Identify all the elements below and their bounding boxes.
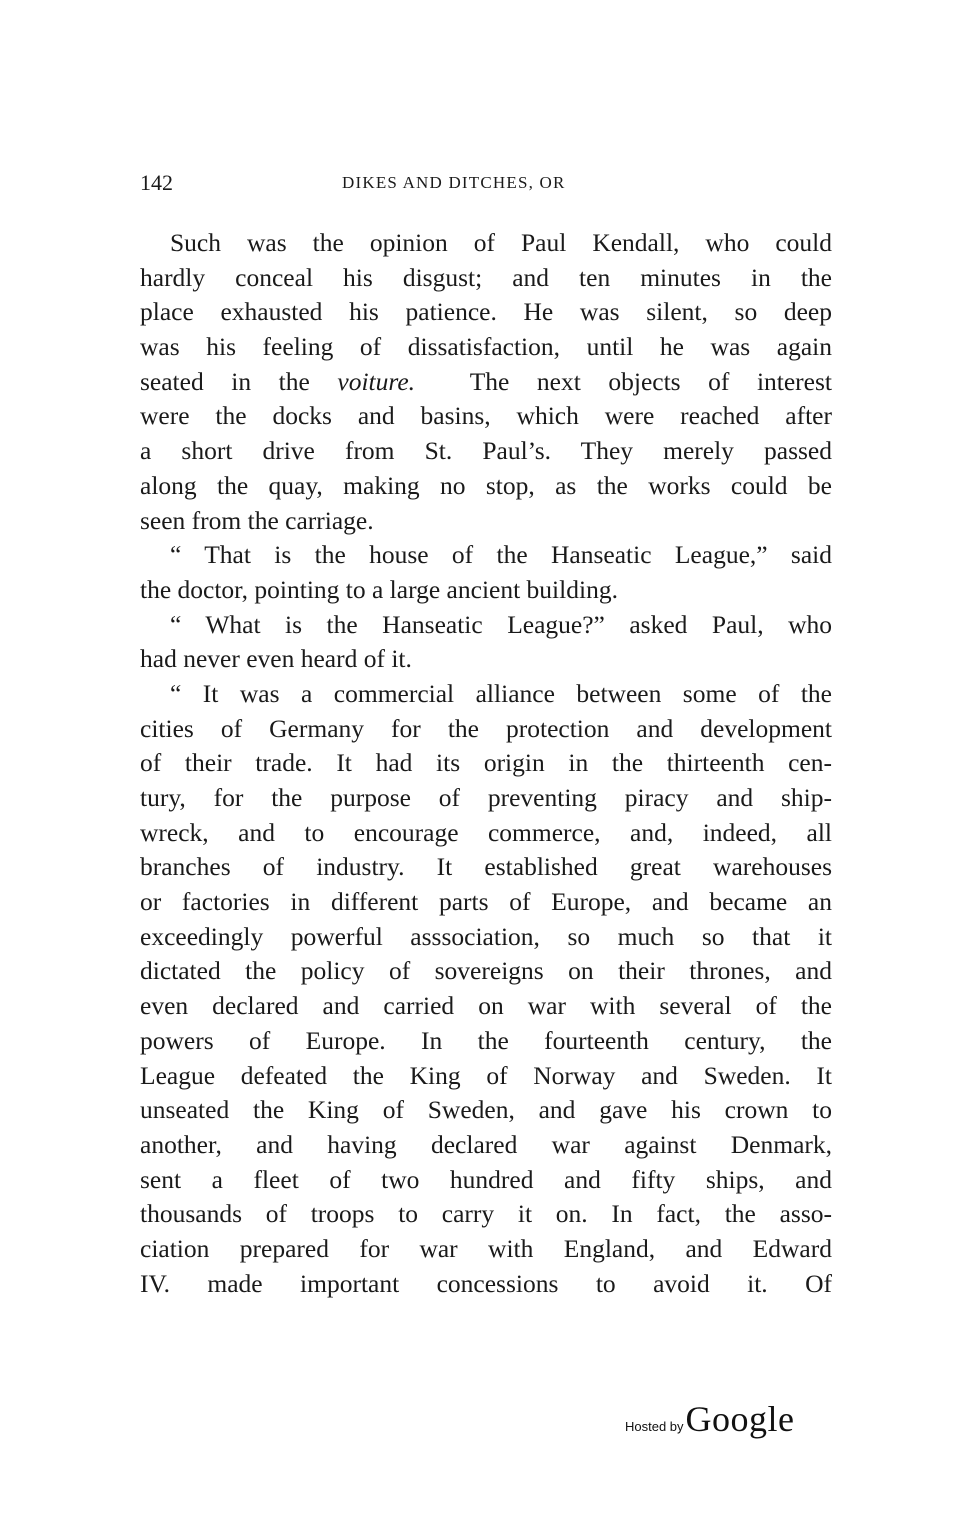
- google-logo: Google: [685, 1399, 795, 1439]
- text-line: the doctor, pointing to a large ancient building.: [140, 574, 618, 604]
- text-segment: seated in the: [140, 366, 338, 396]
- text-line: “ That is the house of the Hanseatic League,” said: [170, 540, 832, 570]
- text-line: unseated the King of Sweden, and gave his crown to: [140, 1095, 832, 1125]
- text-line: along the quay, making no stop, as the works could be: [140, 470, 832, 500]
- running-head: [140, 168, 832, 198]
- text-segment: The next objects of interest: [415, 366, 832, 396]
- text-line: “ It was a commercial alliance between some of the: [170, 678, 832, 708]
- text-line: cities of Germany for the protection and development: [140, 713, 832, 743]
- text-line: sent a fleet of two hundred and fifty ships, and: [140, 1164, 832, 1194]
- text-line: wreck, and to encourage commerce, and, indeed, all: [140, 817, 832, 847]
- text-line: thousands of troops to carry it on. In fact, the asso-: [140, 1199, 832, 1229]
- body-text: [140, 226, 832, 1301]
- text-line: hardly conceal his disgust; and ten minutes in the: [140, 262, 832, 292]
- text-line: Such was the opinion of Paul Kendall, who could: [170, 228, 832, 257]
- text-line: ciation prepared for war with England, and Edward: [140, 1233, 832, 1263]
- running-title: DIKES AND DITCHES, OR: [342, 173, 566, 192]
- text-line: place exhausted his patience. He was silent, so deep: [140, 297, 832, 327]
- text-line: dictated the policy of sovereigns on their thrones, and: [140, 956, 832, 986]
- text-line: [140, 365, 832, 400]
- italic-word: voiture.: [337, 366, 416, 396]
- text-line: branches of industry. It established great warehouses: [140, 852, 832, 882]
- text-line: another, and having declared war against Denmark,: [140, 1129, 832, 1159]
- hosted-by-google-watermark: [625, 1398, 795, 1442]
- text-line: were the docks and basins, which were reached after: [140, 401, 832, 431]
- text-line: even declared and carried on war with several of the: [140, 991, 832, 1021]
- text-line: powers of Europe. In the fourteenth century, the: [140, 1025, 832, 1055]
- page-number: 142: [140, 170, 173, 195]
- text-line: was his feeling of dissatisfaction, until he was again: [140, 332, 832, 362]
- text-line: seen from the carriage.: [140, 505, 374, 535]
- text-line: or factories in different parts of Europe, and became an: [140, 887, 832, 917]
- text-line: of their trade. It had its origin in the thirteenth cen-: [140, 748, 832, 778]
- text-line: a short drive from St. Paul’s. They merely passed: [140, 436, 832, 466]
- text-line: League defeated the King of Norway and Sweden. It: [140, 1060, 832, 1090]
- text-line: tury, for the purpose of preventing piracy and ship-: [140, 783, 832, 812]
- text-line: “ What is the Hanseatic League?” asked Paul, who: [170, 609, 832, 639]
- hosted-by-label: Hosted by: [625, 1419, 684, 1434]
- text-line: had never even heard of it.: [140, 644, 412, 674]
- text-line: IV. made important concessions to avoid it. Of: [140, 1268, 832, 1298]
- text-line: exceedingly powerful asssociation, so much so that it: [140, 921, 832, 951]
